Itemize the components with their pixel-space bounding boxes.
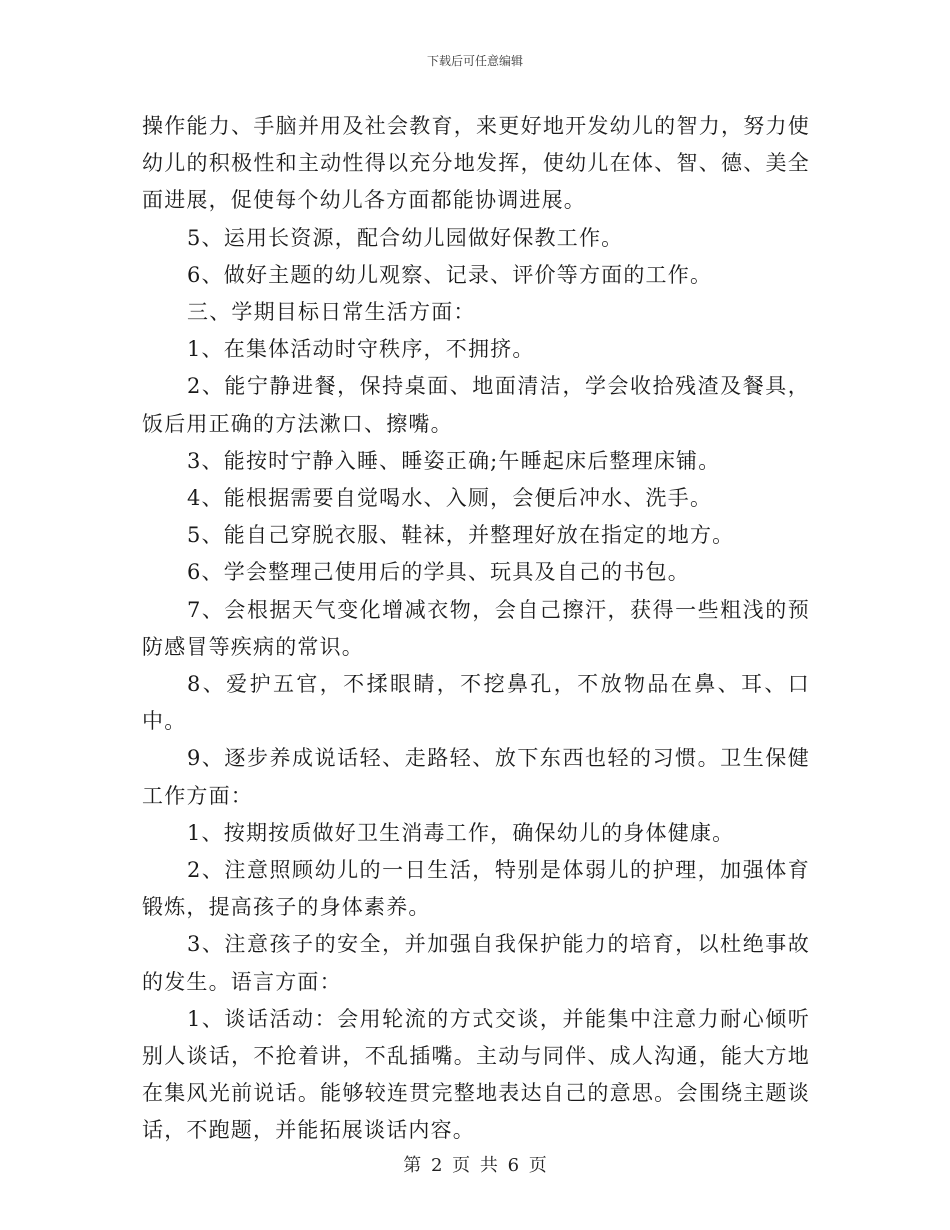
paragraph: 1、谈话活动：会用轮流的方式交谈，并能集中注意力耐心倾听别人谈话，不抢着讲，不乱插嘴。主动与同伴、成人沟通，能大方地在集风光前说话。能够较连贯完整地表达自己的意思。会围绕主题谈话，不跑题，并能拓展谈话内容。 xyxy=(142,1006,810,1143)
paragraph: 1、在集体活动时守秩序，不拥挤。 xyxy=(187,337,535,362)
section-heading: 三、学期目标日常生活方面： xyxy=(187,300,476,325)
paragraph: 6、做好主题的幼儿观察、记录、评价等方面的工作。 xyxy=(187,262,713,287)
paragraph: 3、能按时宁静入睡、睡姿正确;午睡起床后整理床铺。 xyxy=(187,448,721,473)
paragraph: 5、能自己穿脱衣服、鞋袜，并整理好放在指定的地方。 xyxy=(187,523,735,548)
paragraph: 1、按期按质做好卫生消毒工作，确保幼儿的身体健康。 xyxy=(187,820,735,845)
paragraph: 4、能根据需要自觉喝水、入厕，会便后冲水、洗手。 xyxy=(187,486,713,511)
page-header: 下载后可任意编辑 xyxy=(426,54,523,68)
paragraph: 操作能力、手脑并用及社会教育，来更好地开发幼儿的智力，努力使幼儿的积极性和主动性得以充分地发挥，使幼儿在体、智、德、美全面进展，促使每个幼儿各方面都能协调进展。 xyxy=(142,114,810,213)
paragraph: 5、运用长资源，配合幼儿园做好保教工作。 xyxy=(187,225,624,250)
paragraph: 2、注意照顾幼儿的一日生活，特别是体弱儿的护理，加强体育锻炼，提高孩子的身体素养。 xyxy=(142,858,810,920)
paragraph: 3、注意孩子的安全，并加强自我保护能力的培育，以杜绝事故的发生。语言方面： xyxy=(142,932,810,994)
paragraph: 8、爱护五官，不揉眼睛，不挖鼻孔，不放物品在鼻、耳、口中。 xyxy=(142,672,810,734)
paragraph: 6、学会整理己使用后的学具、玩具及自己的书包。 xyxy=(187,560,690,585)
paragraph: 9、逐步养成说话轻、走路轻、放下东西也轻的习惯。卫生保健工作方面： xyxy=(142,746,810,808)
paragraph: 2、能宁静进餐，保持桌面、地面清洁，学会收拾残渣及餐具，饭后用正确的方法漱口、擦嘴。 xyxy=(142,374,810,436)
paragraph: 7、会根据天气变化增减衣物，会自己擦汗，获得一些粗浅的预防感冒等疾病的常识。 xyxy=(142,597,810,659)
document-body xyxy=(142,108,810,1150)
page-footer: 第 2 页 共 6 页 xyxy=(403,1155,547,1176)
